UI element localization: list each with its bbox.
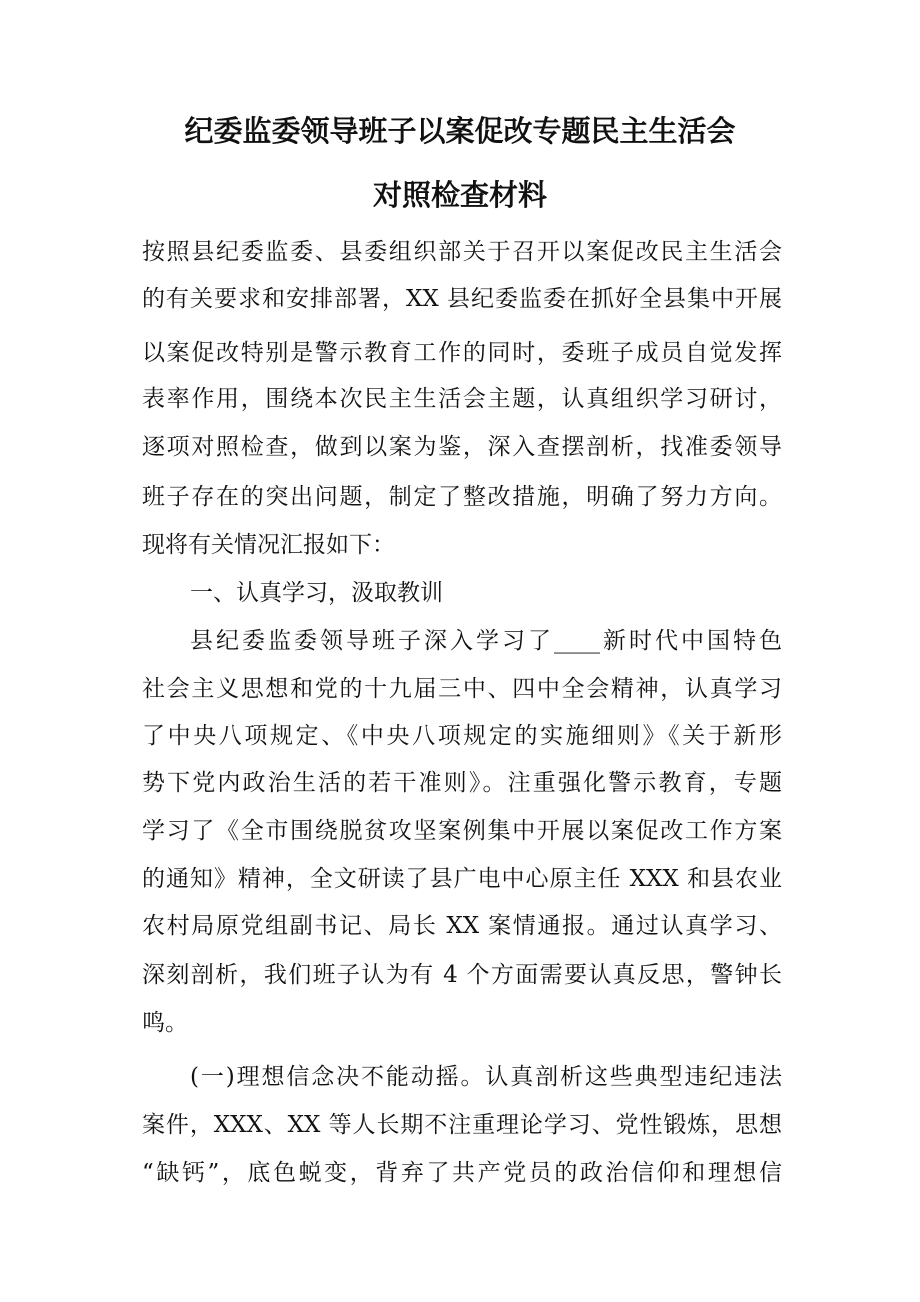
body-line: 农村局原党组副书记、局长 XX 案情通报。通过认真学习、 <box>142 913 782 939</box>
body-line: 学习了《全市围绕脱贫攻坚案例集中开展以案促改工作方案 <box>142 818 782 844</box>
document-title-line-1: 纪委监委领导班子以案促改专题民主生活会 <box>184 114 736 148</box>
paragraph-first-line: 县纪委监委领导班子深入学习了____新时代中国特色 <box>190 628 782 654</box>
body-line: 深刻剖析，我们班子认为有 4 个方面需要认真反思，警钟长 <box>142 962 782 988</box>
document-title-line-2: 对照检查材料 <box>372 178 547 212</box>
body-line: “缺钙”，底色蜕变，背弃了共产党员的政治信仰和理想信 <box>142 1160 782 1186</box>
body-line: 的有关要求和安排部署，XX 县纪委监委在抓好全县集中开展 <box>142 286 782 312</box>
body-line: 势下党内政治生活的若干准则》。注重强化警示教育，专题 <box>142 770 782 796</box>
body-line: 逐项对照检查，做到以案为鉴，深入查摆剖析，找准委领导 <box>142 434 782 460</box>
body-line: 了中央八项规定、《中央八项规定的实施细则》《关于新形 <box>142 723 782 749</box>
body-line: 社会主义思想和党的十九届三中、四中全会精神，认真学习 <box>142 676 782 702</box>
body-line: 班子存在的突出问题，制定了整改措施，明确了努力方向。 <box>142 484 782 510</box>
body-line: 案件，XXX、XX 等人长期不注重理论学习、党性锻炼，思想 <box>142 1112 782 1138</box>
body-line: 以案促改特别是警示教育工作的同时，委班子成员自觉发挥 <box>142 340 782 366</box>
body-line: 按照县纪委监委、县委组织部关于召开以案促改民主生活会 <box>142 239 782 265</box>
section-heading: 一、认真学习，汲取教训 <box>190 580 443 606</box>
body-line: 表率作用，围绕本次民主生活会主题，认真组织学习研讨， <box>142 386 782 412</box>
body-line: 的通知》精神，全文研读了县广电中心原主任 XXX 和县农业 <box>142 866 782 892</box>
body-line: 鸣。 <box>142 1010 188 1036</box>
body-line: 现将有关情况汇报如下： <box>142 532 395 558</box>
paragraph-first-line: (一)理想信念决不能动摇。认真剖析这些典型违纪违法 <box>190 1064 782 1090</box>
